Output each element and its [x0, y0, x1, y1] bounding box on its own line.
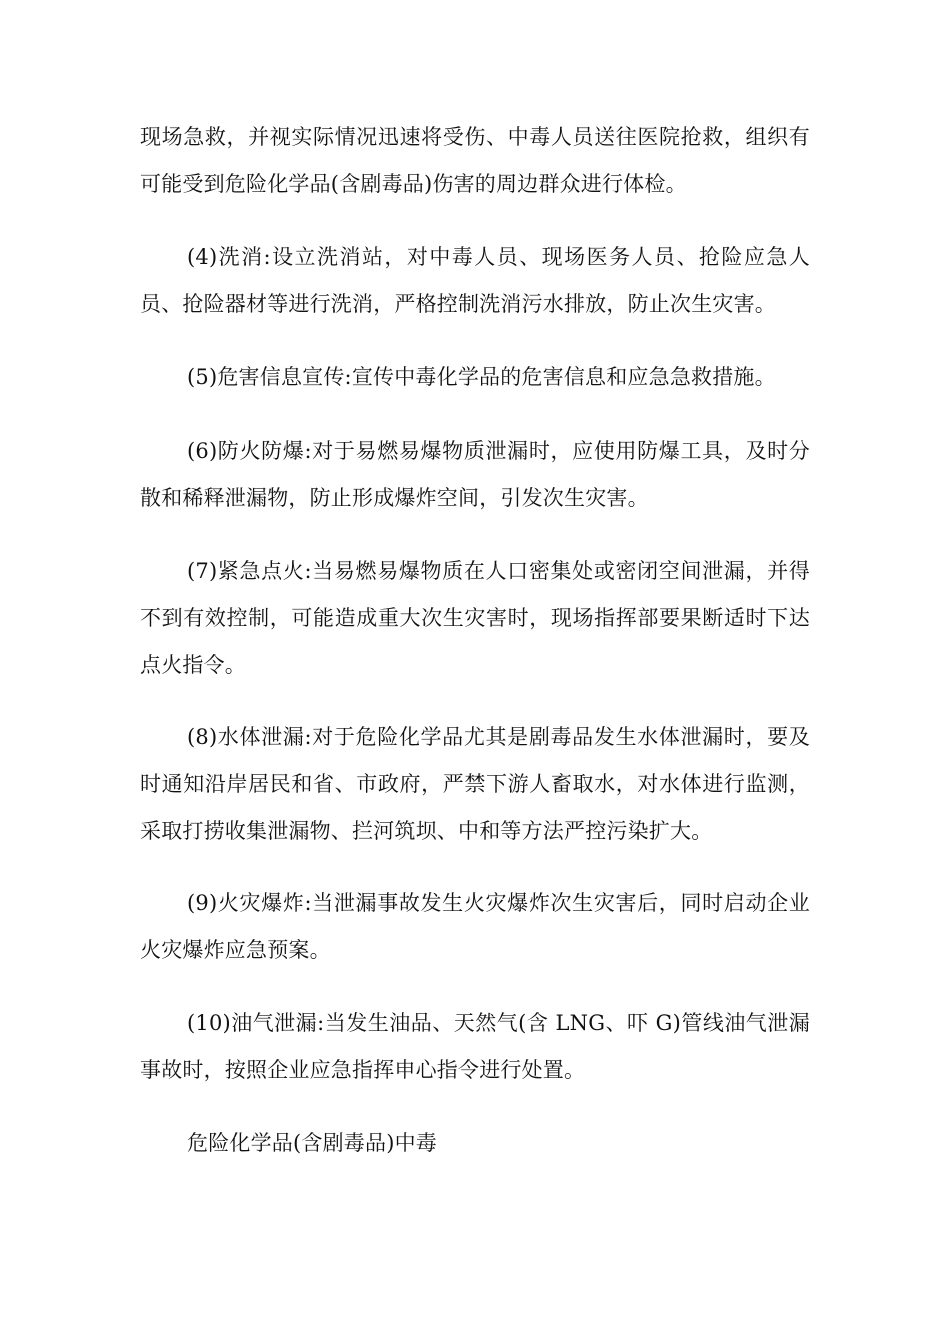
paragraph-fire-explosion: (9)火灾爆炸:当泄漏事故发生火灾爆炸次生灾害后，同时启动企业火灾爆炸应急预案。 — [140, 891, 810, 962]
paragraph-oil-gas-leak: (10)油气泄漏:当发生油品、天然气(含 LNG、吓 G)管线油气泄漏事故时，按照企业应急指挥申心指令进行处置。 — [140, 1011, 810, 1082]
paragraph-first-aid: 现场急救，并视实际情况迅速将受伤、中毒人员送往医院抢救，组织有可能受到危险化学品(含剧毒品)伤害的周边群众进行体检。 — [140, 125, 810, 196]
paragraph-emergency-ignition: (7)紧急点火:当易燃易爆物质在人口密集处或密闭空间泄漏，并得不到有效控制，可能造成重大次生灾害时，现场指挥部要果断适时下达点火指令。 — [140, 559, 810, 677]
paragraph-fire-explosion-prevention: (6)防火防爆:对于易燃易爆物质泄漏时，应使用防爆工具，及时分散和稀释泄漏物，防止形成爆炸空间，引发次生灾害。 — [140, 439, 810, 510]
paragraph-hazard-info: (5)危害信息宣传:宣传中毒化学品的危害信息和应急急救措施。 — [187, 365, 776, 389]
paragraph-water-leak: (8)水体泄漏:对于危险化学品尤其是剧毒品发生水体泄漏时，要及时通知沿岸居民和省、市政府，严禁下游人畜取水，对水体进行监测，采取打捞收集泄漏物、拦河筑坝、中和等方法严控污染扩大。 — [140, 725, 810, 843]
section-heading-poisoning: 危险化学品(含剧毒品)中毒 — [187, 1131, 437, 1155]
paragraph-decontamination: (4)洗消:设立洗消站，对中毒人员、现场医务人员、抢险应急人员、抢险器材等进行洗消，严格控制洗消污水排放，防止次生灾害。 — [140, 245, 810, 316]
